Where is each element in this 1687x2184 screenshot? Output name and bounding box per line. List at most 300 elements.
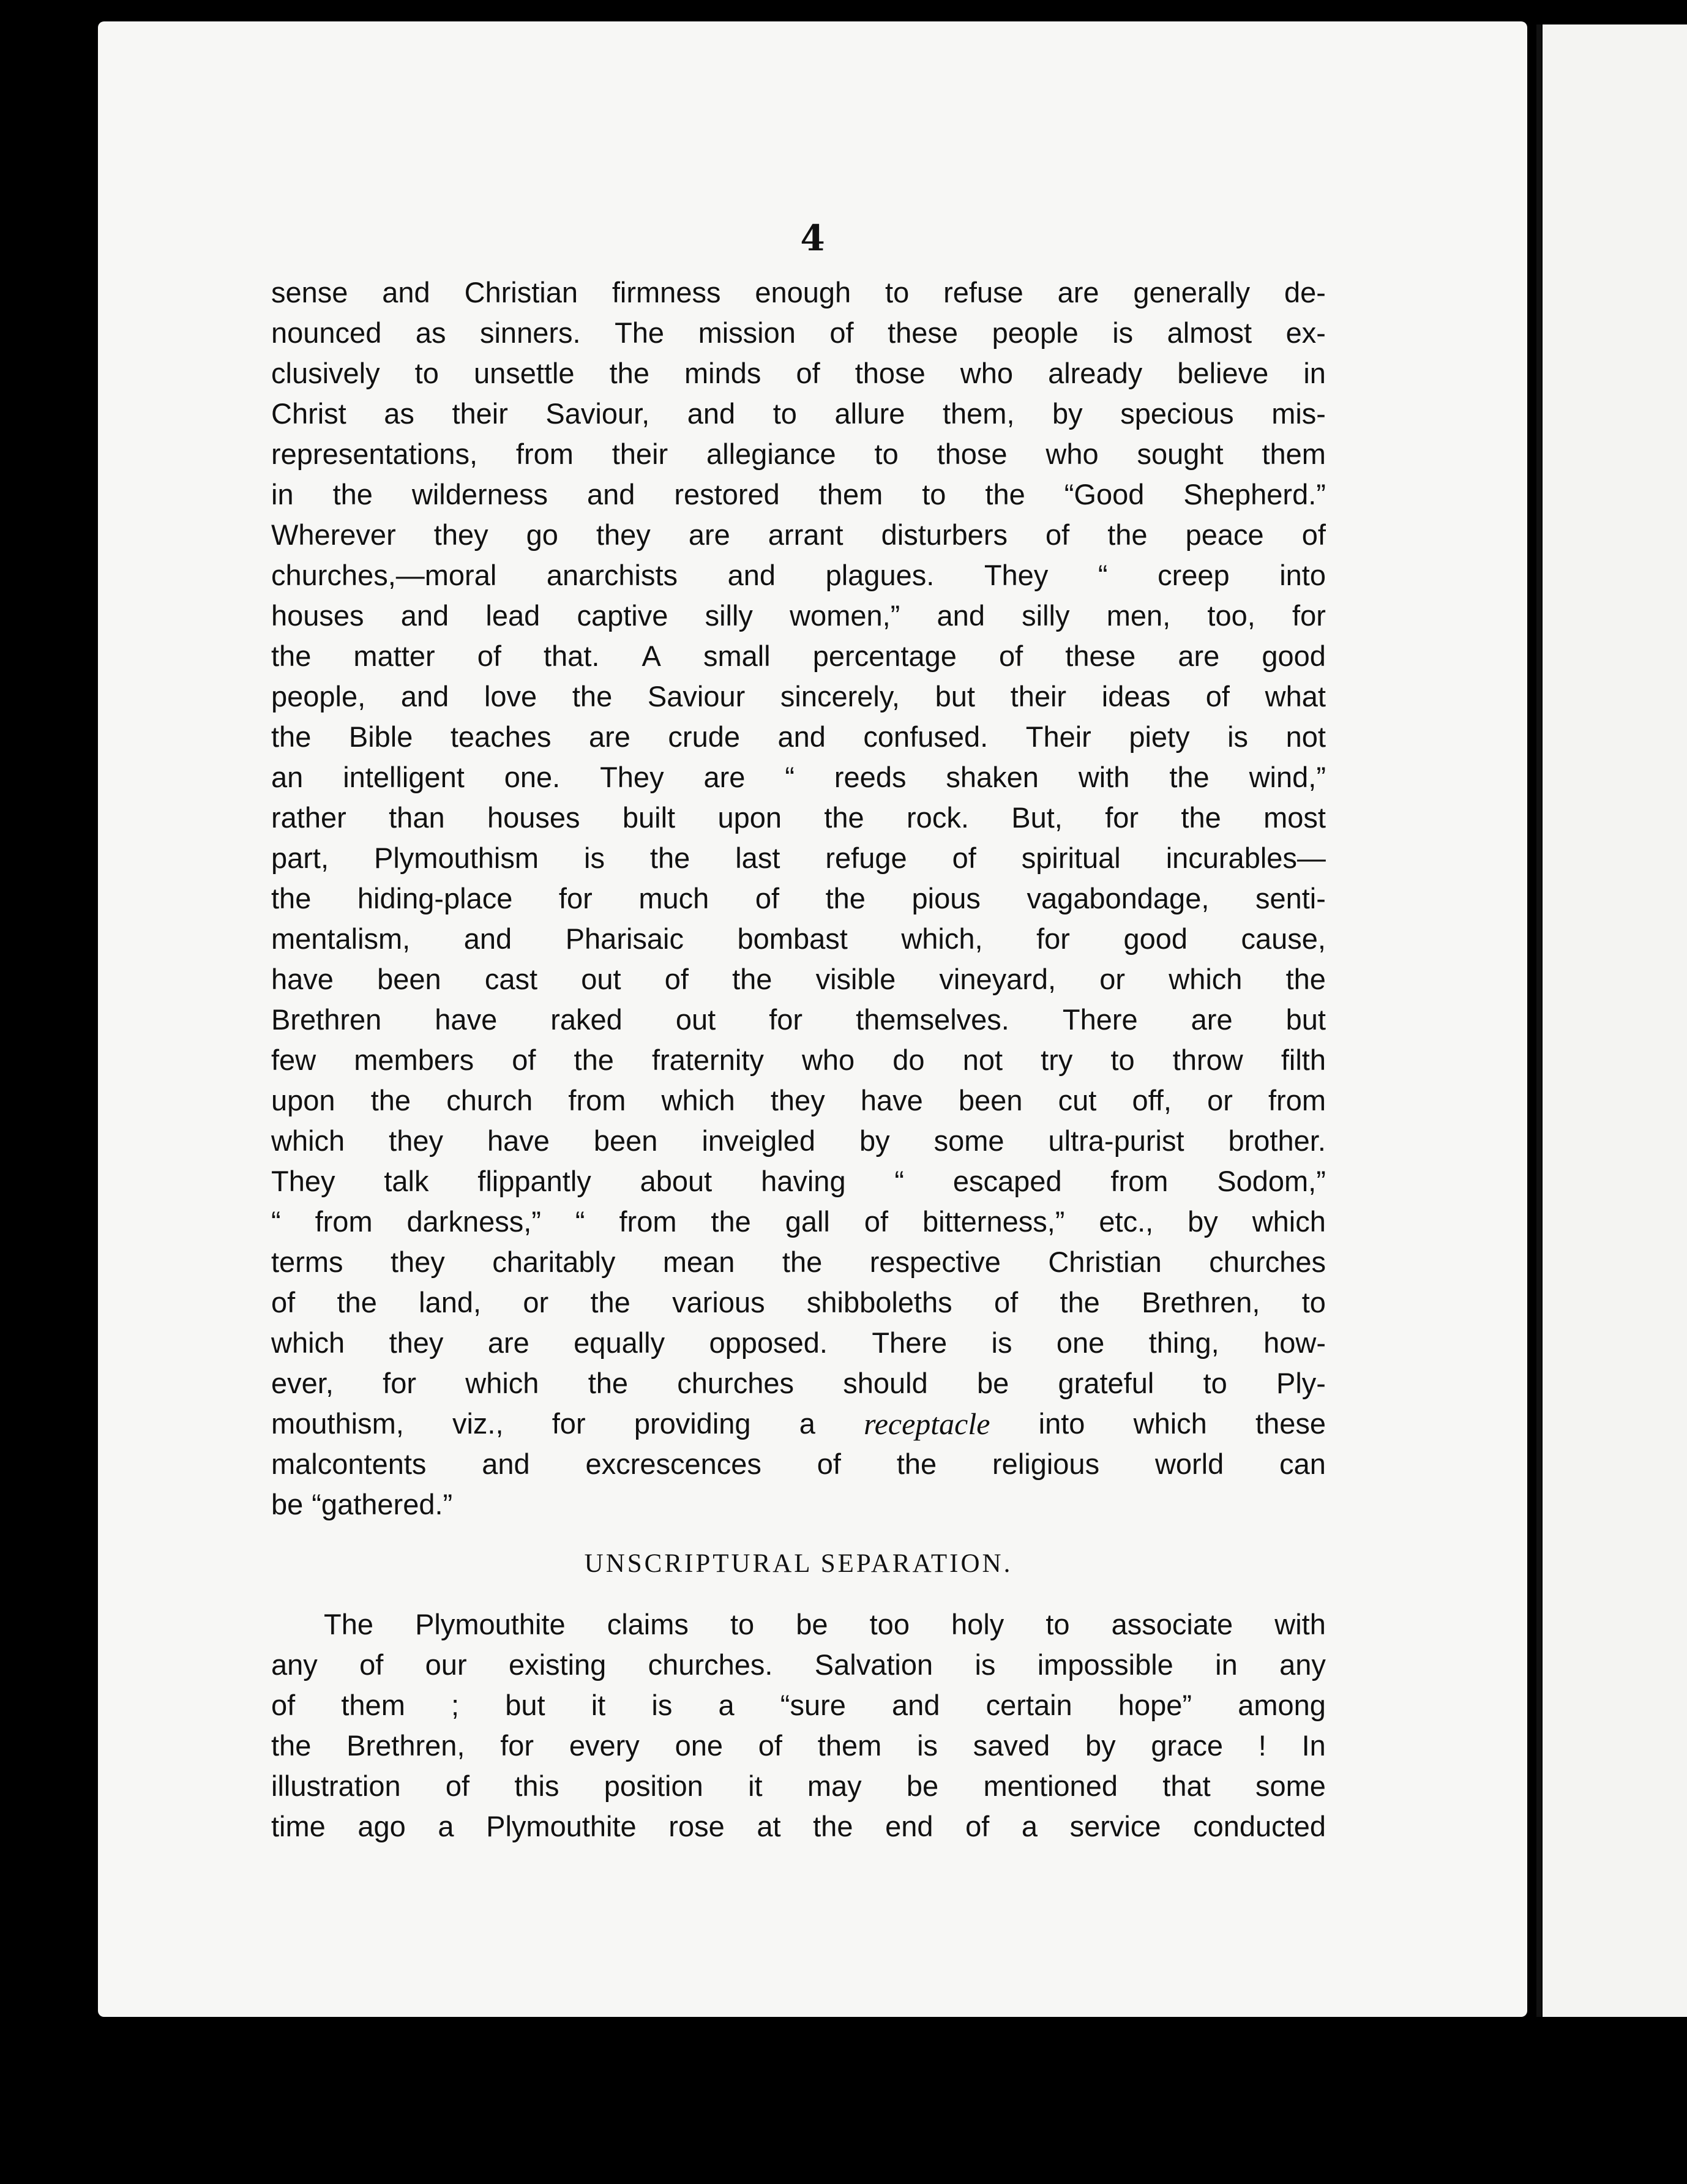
word: some [933,1124,1004,1157]
word: “sure [780,1689,846,1721]
word: of [271,1286,296,1318]
word: them [341,1689,405,1721]
word: “ [271,1205,281,1238]
word: the [337,1286,377,1318]
word: respective [869,1246,1001,1278]
word: rather [271,801,346,834]
word: providing [634,1407,751,1440]
word: flippantly [477,1165,591,1197]
word: upon [717,801,782,834]
word: There [1062,1003,1138,1036]
word: from [1110,1165,1169,1197]
word: the [574,1044,614,1076]
word: the [782,1246,823,1278]
word: to [922,478,946,510]
word: churches,—moral [271,559,497,591]
word: for [383,1367,417,1399]
word: by [859,1124,890,1157]
word: are [1178,640,1220,672]
text-line [271,394,1326,434]
word: hope” [1118,1689,1192,1721]
word: and [687,397,736,430]
word: our [425,1648,467,1681]
word: those [937,438,1008,470]
word: too, [1207,599,1255,632]
word: ago [357,1810,406,1842]
word: of [664,963,689,995]
word: they [390,1246,445,1278]
word: holy [951,1608,1004,1640]
word: for [1292,599,1326,632]
word: the [271,720,312,753]
word: most [1263,801,1326,834]
word: have [435,1003,498,1036]
word: of [758,1729,782,1762]
word: been [958,1084,1023,1116]
word: into [1038,1407,1085,1440]
word: are [688,518,730,551]
word: rock. [907,801,969,834]
word: sincerely, [780,680,900,712]
word: the [985,478,1025,510]
word: time [271,1810,326,1842]
word: how- [1263,1326,1326,1359]
paragraph-1 [271,272,1326,1525]
word: to [874,438,899,470]
word: of [1301,518,1326,551]
word: the [609,357,649,389]
word: those [855,357,926,389]
word: in [1215,1648,1238,1681]
word: to [1301,1286,1326,1318]
text-line [271,676,1326,717]
word: “ [785,761,795,793]
word: the [649,842,690,874]
word: peace [1185,518,1264,551]
word: A [642,640,661,672]
word: visible [815,963,896,995]
word: disturbers [881,518,1008,551]
word: throw [1172,1044,1243,1076]
word: this [514,1770,559,1802]
word: clusively [271,357,380,389]
text-line [271,515,1326,555]
word: service [1069,1810,1161,1842]
word: de- [1284,276,1326,309]
word: small [703,640,771,672]
word: or [1099,963,1126,995]
word: escaped [952,1165,1062,1197]
word: of [829,316,854,349]
word: as [415,316,446,349]
word: allure [834,397,905,430]
word: Saviour, [545,397,650,430]
word: which [1169,963,1243,995]
word: for [1105,801,1139,834]
word: an [271,761,304,793]
word: world [1154,1448,1224,1480]
word: the [332,478,373,510]
word: at [757,1810,781,1842]
word: religious [992,1448,1100,1480]
word: they [433,518,488,551]
word: who [1045,438,1099,470]
word: and [382,276,430,309]
word: incurables— [1165,842,1326,874]
word: is [991,1326,1012,1359]
word: Shepherd.” [1183,478,1326,510]
word: to [1203,1367,1227,1399]
word: captive [577,599,668,632]
page-number: 4 [800,217,825,259]
word: them [1262,438,1326,470]
word: not [962,1044,1003,1076]
text-line [271,757,1326,798]
word: unsettle [473,357,575,389]
word: brother. [1228,1124,1326,1157]
word: The [324,1608,373,1640]
word: they [596,518,651,551]
word: ever, [271,1367,334,1399]
word: built [622,801,676,834]
word: of [965,1810,990,1842]
word: and [463,922,512,955]
word: “ [894,1165,905,1197]
word: terms [271,1246,343,1278]
word: but [935,680,975,712]
word: of [796,357,820,389]
word: vagabondage, [1027,882,1210,914]
word: Brethren [271,1003,382,1036]
word: of [271,1689,296,1721]
word: do [892,1044,925,1076]
word: are [1057,276,1099,309]
word: from [515,438,574,470]
word: one. [504,761,561,793]
word: not [1285,720,1326,753]
word: But, [1011,801,1063,834]
word: “Good [1064,478,1145,510]
word: them [817,1729,882,1762]
word: are [588,720,630,753]
word: of [993,1286,1019,1318]
body-text [271,272,1326,1847]
word: their [452,397,508,430]
word: the [572,680,613,712]
word: percentage [812,640,957,672]
word: the [1169,761,1210,793]
text-line [271,1444,1326,1484]
word: pious [911,882,981,914]
text-line [271,1404,1326,1444]
word: the [588,1367,629,1399]
word: one [675,1729,724,1762]
word: crude [668,720,740,753]
word: to [730,1608,755,1640]
word: much [638,882,709,914]
word: teaches [450,720,552,753]
word: the [732,963,772,995]
word: is [584,842,605,874]
word: impossible [1037,1648,1173,1681]
word: it [591,1689,606,1721]
word: the [1060,1286,1100,1318]
word: can [1279,1448,1326,1480]
word: Sodom,” [1217,1165,1326,1197]
word: representations, [271,438,478,470]
word: from [568,1084,626,1116]
word: reeds [834,761,907,793]
word: shaken [946,761,1039,793]
word: claims [607,1608,689,1640]
word: lead [485,599,541,632]
word: Wherever [271,518,396,551]
section-heading: UNSCRIPTURAL SEPARATION. [584,1549,1013,1578]
word: excrescences [585,1448,761,1480]
word: end [885,1810,933,1842]
word: love [484,680,537,712]
word: bitterness,” [922,1205,1065,1238]
word: and [777,720,826,753]
word: members [354,1044,474,1076]
word: plagues. [825,559,935,591]
word: among [1238,1689,1326,1721]
word: generally [1133,276,1251,309]
word: these [1065,640,1136,672]
word: “ [1098,559,1108,591]
word: They [271,1165,335,1197]
word: vineyard, [939,963,1057,995]
word: silly [1022,599,1070,632]
word: upon [271,1084,335,1116]
text-line [271,353,1326,394]
word: be [271,1488,304,1520]
word: are [487,1326,529,1359]
word: for [558,882,593,914]
word: Their [1025,720,1091,753]
word: from [1268,1084,1326,1116]
text-line [271,838,1326,878]
word: cast [484,963,538,995]
word: are [1191,1003,1233,1036]
word: conducted [1193,1810,1326,1842]
word: the [590,1286,630,1318]
word: some [1255,1770,1326,1802]
word: these [1255,1407,1326,1440]
word: ultra-purist [1048,1124,1184,1157]
word: There [872,1326,948,1359]
word: arrant [768,518,843,551]
word: should [843,1367,928,1399]
word: senti- [1255,882,1326,914]
word: for [769,1003,803,1036]
word: etc., [1099,1205,1154,1238]
word: these [888,316,959,349]
word: into [1279,559,1326,591]
word: than [389,801,445,834]
word: for [1036,922,1070,955]
word: the [370,1084,411,1116]
word: it [748,1770,763,1802]
word: equally [574,1326,665,1359]
word: who [960,357,1014,389]
word: Christian [464,276,578,309]
word: or [523,1286,549,1318]
word: land, [419,1286,482,1318]
word: Plymouthism [374,842,539,874]
word: mission [698,316,796,349]
word: rose [668,1810,725,1842]
word: “gathered.” [312,1488,453,1520]
word: churches. [648,1648,773,1681]
word: be [977,1367,1009,1399]
word: they [389,1326,444,1359]
word: too [869,1608,910,1640]
word: with [1078,761,1130,793]
text-line [271,434,1326,474]
word: confused. [863,720,989,753]
word: them, [942,397,1015,430]
word: receptacle [864,1407,990,1441]
word: of [445,1770,470,1802]
word: one [1056,1326,1105,1359]
word: firmness [612,276,721,309]
word: which, [901,922,983,955]
word: having [761,1165,846,1197]
word: talk [384,1165,429,1197]
word: the [1285,963,1326,995]
word: mentalism, [271,922,411,955]
word: their [1010,680,1067,712]
word: for [500,1729,534,1762]
word: people, [271,680,366,712]
word: people [992,316,1079,349]
word: last [735,842,780,874]
word: gall [785,1205,830,1238]
word: and [400,680,449,712]
word: try [1041,1044,1073,1076]
word: almost [1167,316,1252,349]
word: church [446,1084,533,1116]
word: that [1162,1770,1211,1802]
word: out [581,963,621,995]
word: the [1107,518,1148,551]
word: from [315,1205,373,1238]
word: houses [487,801,580,834]
word: but [1285,1003,1326,1036]
word: off, [1132,1084,1172,1116]
text-line [271,636,1326,676]
word: been [593,1124,658,1157]
word: are [703,761,746,793]
word: the [271,640,312,672]
text-line [271,474,1326,515]
word: out [675,1003,716,1036]
word: to [885,276,910,309]
word: ; [451,1689,460,1721]
word: them [818,478,883,510]
word: to [414,357,439,389]
word: charitably [492,1246,616,1278]
word: few [271,1044,316,1076]
text-line [271,1161,1326,1202]
word: minds [684,357,761,389]
word: their [612,438,668,470]
word: houses [271,599,364,632]
word: they [389,1124,443,1157]
word: “ [575,1205,585,1238]
word: of [998,640,1023,672]
word: saved [973,1729,1050,1762]
word: filth [1281,1044,1326,1076]
word: bombast [737,922,848,955]
word: men, [1106,599,1171,632]
word: matter [353,640,435,672]
word: of [1205,680,1230,712]
word: by [1052,397,1083,430]
word: ideas [1101,680,1171,712]
word: darkness,” [406,1205,541,1238]
word: The [615,316,665,349]
word: Bible [348,720,413,753]
word: specious [1120,397,1234,430]
word: Brethren, [1142,1286,1260,1318]
word: is [1227,720,1249,753]
text-line [271,1806,1326,1847]
word: mouthism, [271,1407,404,1440]
word: Pharisaic [565,922,684,955]
word: is [974,1648,996,1681]
word: the [896,1448,937,1480]
word: cut [1058,1084,1097,1116]
word: and [727,559,776,591]
text-line [271,919,1326,959]
word: to [1110,1044,1135,1076]
text-line [271,1282,1326,1323]
word: is [917,1729,938,1762]
word: and [937,599,985,632]
text-line [271,1604,1326,1645]
word: a [799,1407,815,1440]
text-line [271,717,1326,757]
word: sinners. [479,316,581,349]
word: they [770,1084,825,1116]
word: by [1085,1729,1116,1762]
word: nounced [271,316,382,349]
word: already [1048,357,1143,389]
word: of [952,842,976,874]
word: In [1301,1729,1326,1762]
word: part, [271,842,329,874]
word: in [271,478,294,510]
word: to [1045,1608,1070,1640]
word: ! [1258,1729,1266,1762]
word: sought [1137,438,1224,470]
word: which [271,1124,345,1157]
word: Saviour [647,680,746,712]
word: or [1207,1084,1233,1116]
word: by [1188,1205,1218,1238]
word: which [661,1084,735,1116]
word: wilderness [411,478,548,510]
text-line [271,1121,1326,1161]
word: about [640,1165,713,1197]
word: good [1262,640,1326,672]
word: grace [1151,1729,1223,1762]
word: mentioned [983,1770,1118,1802]
word: wind,” [1249,761,1326,793]
text-line [271,1645,1326,1685]
